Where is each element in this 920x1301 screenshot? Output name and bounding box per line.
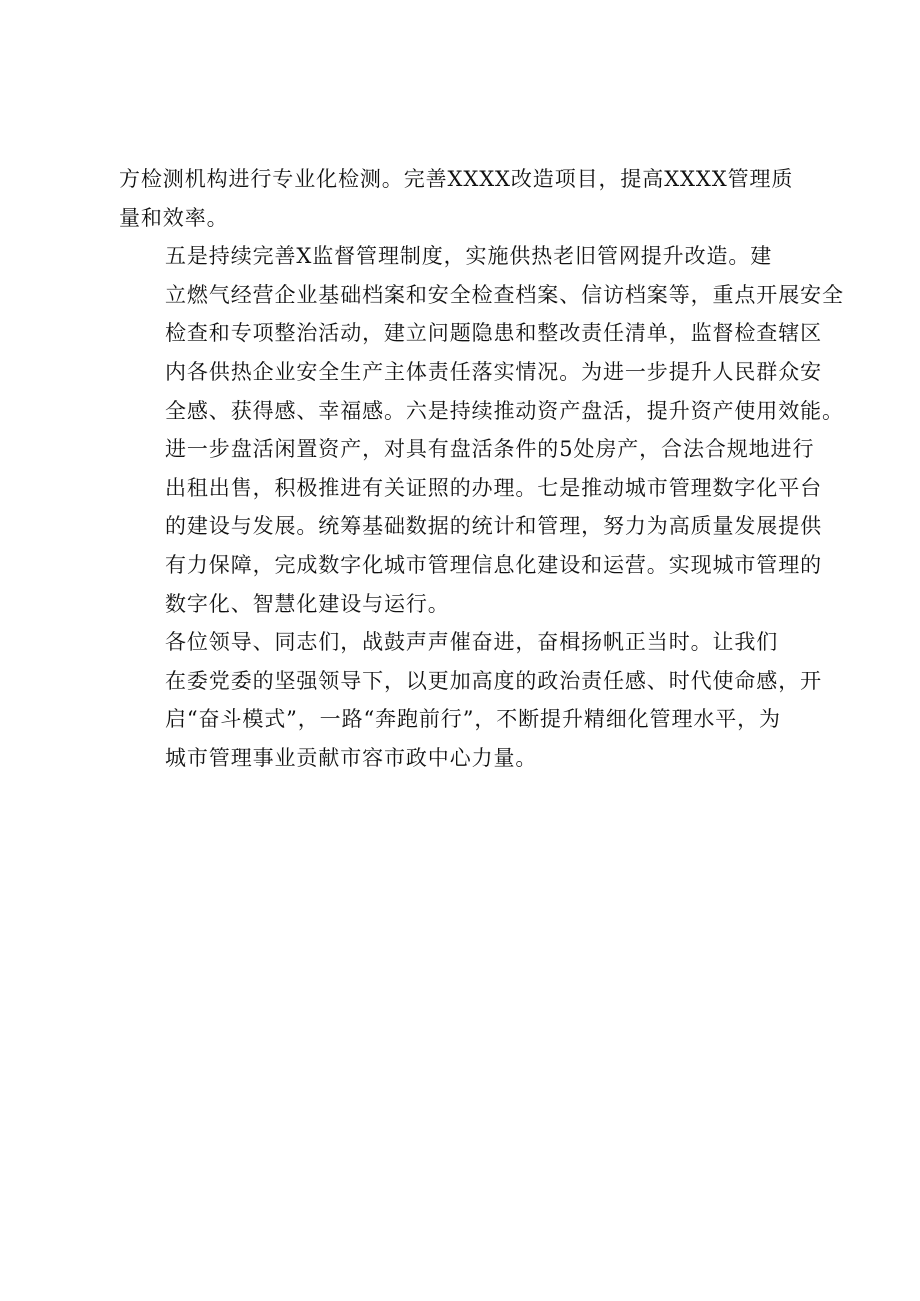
paragraph-2-line-6: 进一步盘活闲置资产，对具有盘活条件的5处房产，合法合规地进行 bbox=[165, 437, 815, 462]
paragraph-2-line-5: 全感、获得感、幸福感。六是持续推动资产盘活，提升资产使用效能。 bbox=[165, 398, 844, 423]
paragraph-2-line-3: 检查和专项整治活动，建立问题隐患和整改责任清单，监督检查辖区 bbox=[165, 321, 822, 346]
paragraph-2-line-7: 出租出售，积极推进有关证照的办理。七是推动城市管理数字化平台 bbox=[165, 475, 822, 500]
paragraph-2-line-1: 五是持续完善X监督管理制度，实施供热老旧管网提升改造。建 bbox=[165, 244, 773, 269]
paragraph-1 bbox=[119, 160, 819, 237]
paragraph-1-line-1: 方检测机构进行专业化检测。完善XXXX改造项目，提高XXXX管理质 bbox=[119, 167, 794, 191]
paragraph-3-line-1: 各位领导、同志们，战鼓声声催奋进，奋楫扬帆正当时。让我们 bbox=[165, 630, 779, 655]
paragraph-2-line-9: 有力保障，完成数字化城市管理信息化建设和运营。实现城市管理的 bbox=[165, 552, 822, 577]
paragraph-2-line-4: 内各供热企业安全生产主体责任落实情况。为进一步提升人民群众安 bbox=[165, 359, 822, 384]
paragraph-3-line-2: 在委党委的坚强领导下，以更加高度的政治责任感、时代使命感，开 bbox=[165, 668, 822, 693]
paragraph-2-line-2: 立燃气经营企业基础档案和安全检查档案、信访档案等，重点开展安全 bbox=[165, 282, 844, 307]
paragraph-3 bbox=[119, 623, 822, 777]
paragraph-2-line-8: 的建设与发展。统筹基础数据的统计和管理，努力为高质量发展提供 bbox=[165, 514, 822, 539]
paragraph-3-line-4: 城市管理事业贡献市容市政中心力量。 bbox=[165, 745, 538, 770]
document-body bbox=[119, 160, 844, 778]
paragraph-1-line-2: 量和效率。 bbox=[119, 205, 229, 230]
paragraph-2-line-10: 数字化、智慧化建设与运行。 bbox=[165, 591, 450, 616]
paragraph-2 bbox=[119, 237, 844, 623]
paragraph-3-line-3: 启“奋斗模式”，一路“奔跑前行”，不断提升精细化管理水平，为 bbox=[165, 707, 781, 732]
